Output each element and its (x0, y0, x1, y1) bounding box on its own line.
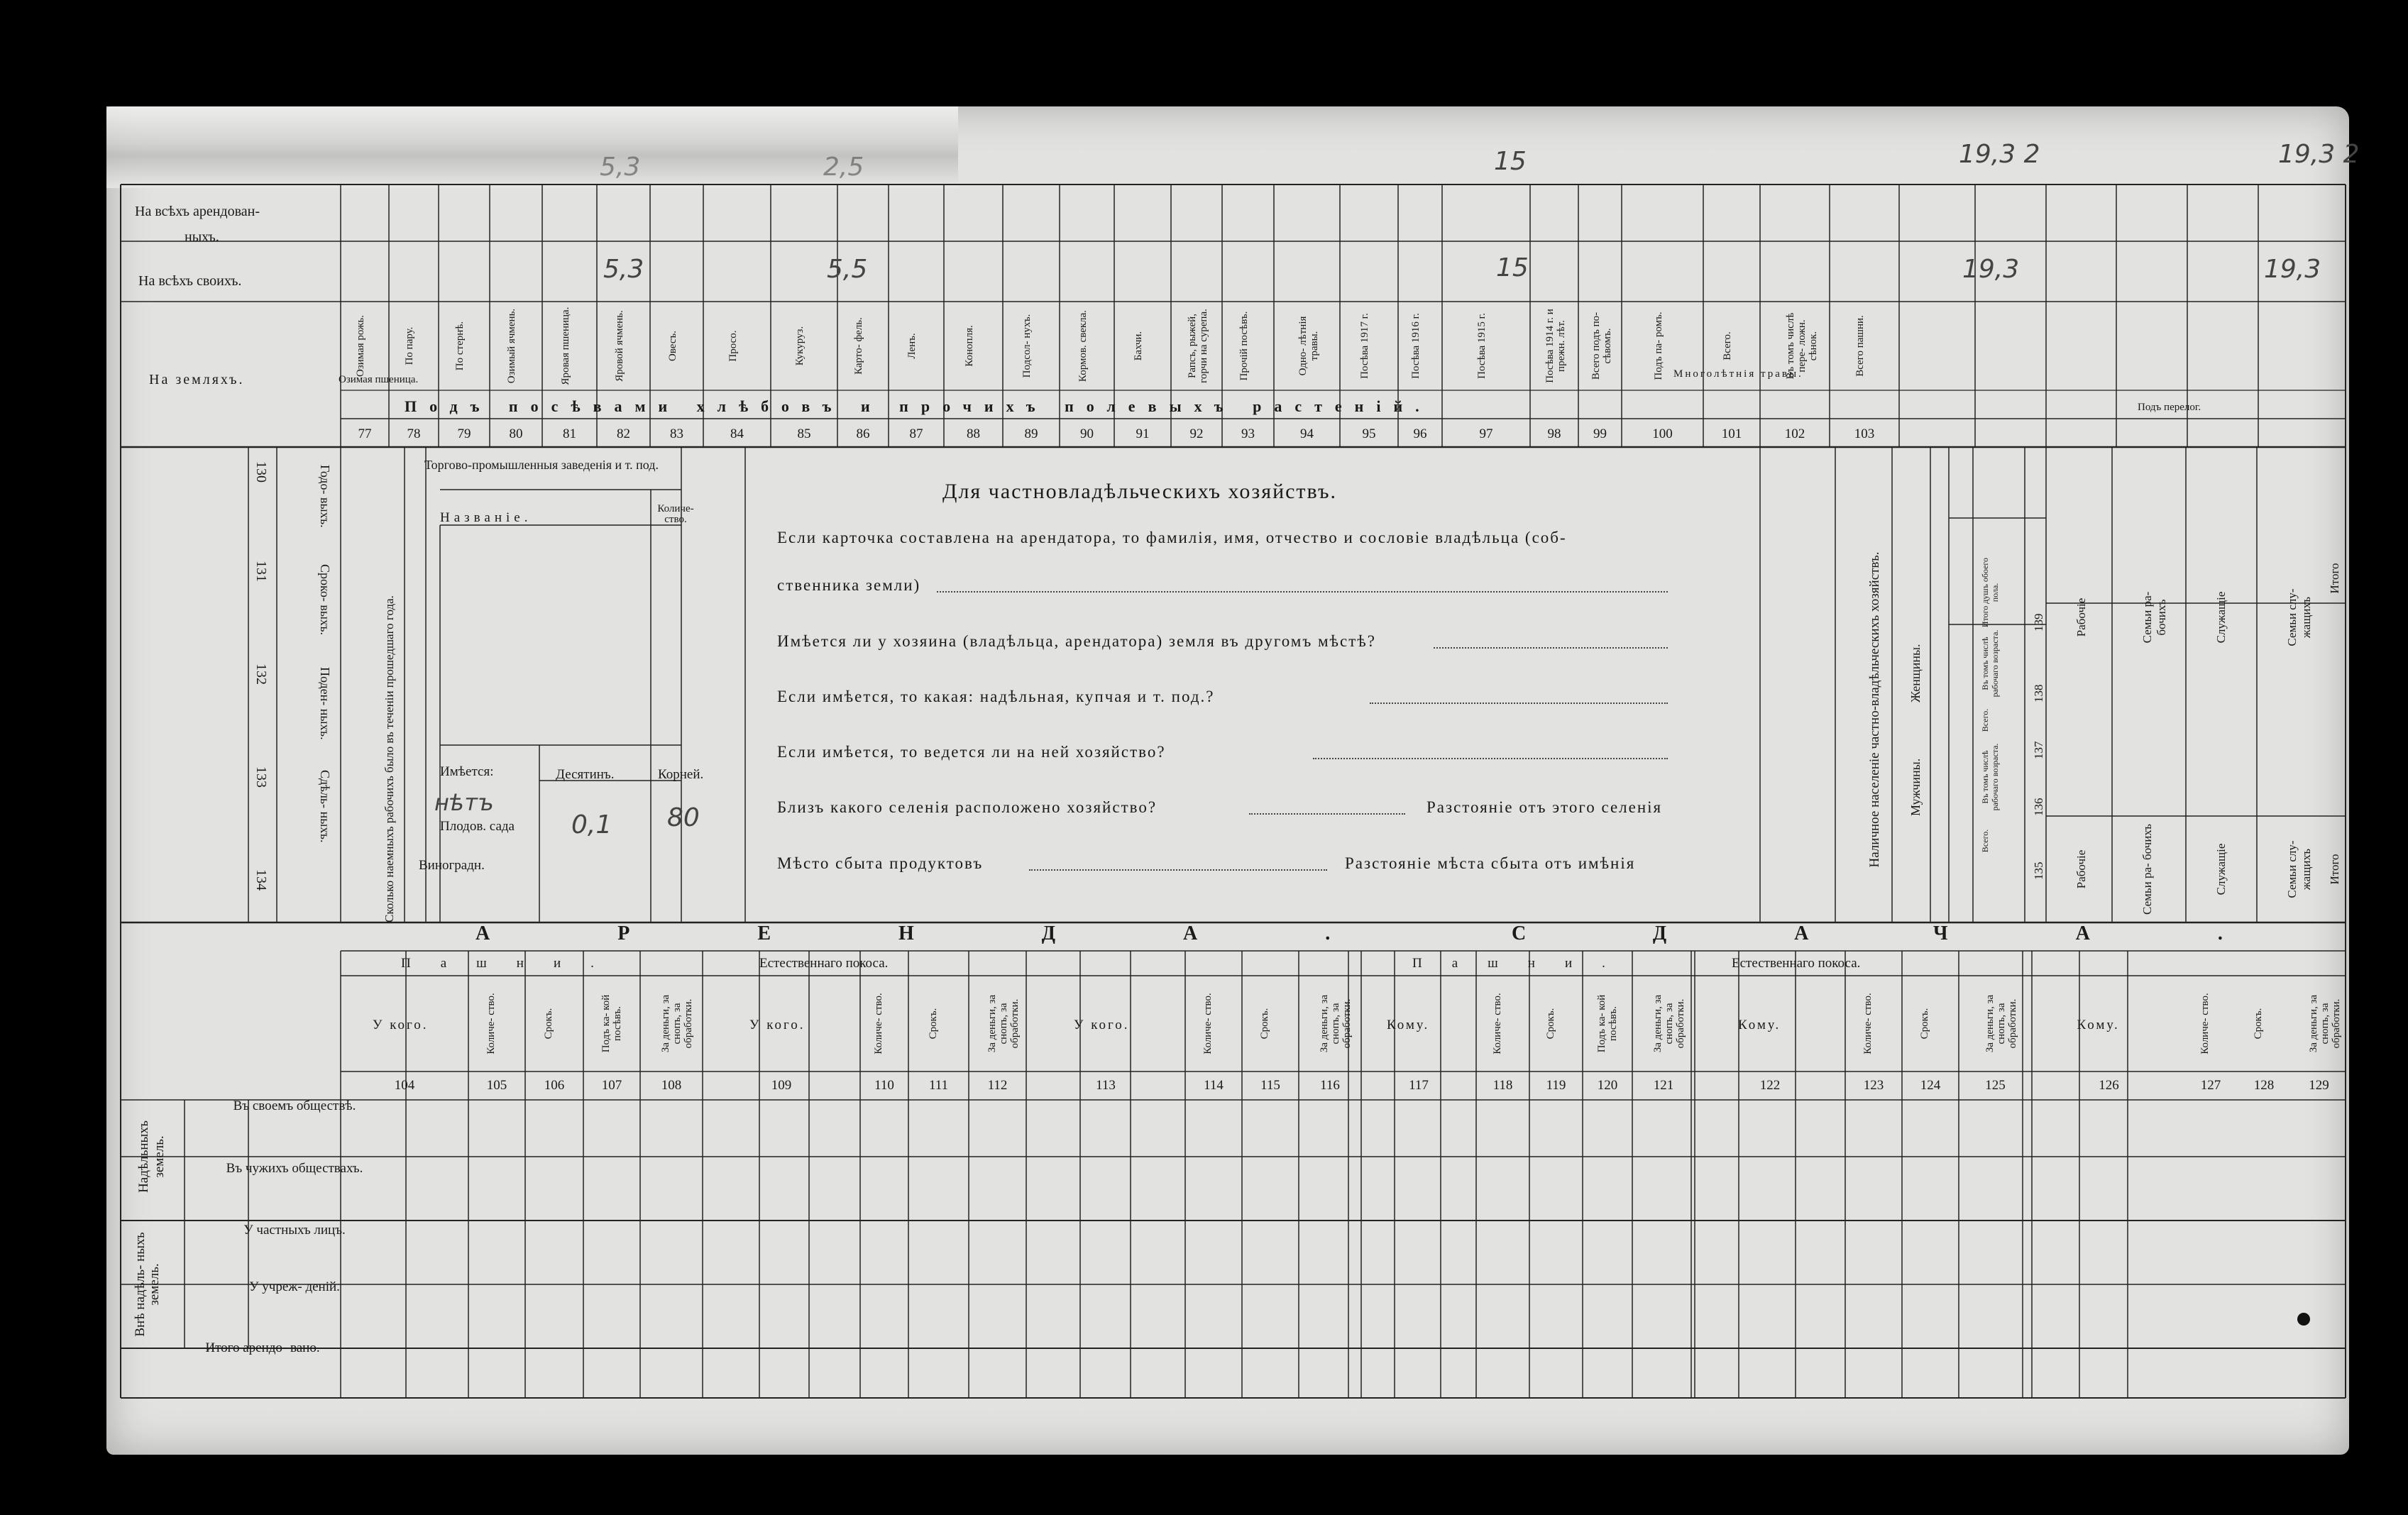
lease-label-117: Кому. (1387, 1018, 1430, 1032)
fill-line-village[interactable] (1249, 813, 1405, 815)
fill-line-farming[interactable] (1313, 758, 1668, 759)
vinograd-label: Виноградн. (419, 858, 485, 873)
row-label-own: На всѣхъ своихъ. (138, 273, 242, 289)
livestock-num-131: 131 (253, 561, 269, 582)
sdacha-pashni: Пашни. (1412, 956, 1635, 971)
col-num-97: 97 (1479, 426, 1493, 441)
lease-label-113: У кого. (1074, 1018, 1130, 1032)
col-label-91: Бахчи. (1133, 331, 1144, 361)
row-label-arend-2: ныхъ. (185, 229, 219, 245)
lease-label-118: Количе- ство. (1491, 993, 1503, 1054)
col-label-85: Кукуруз. (794, 326, 806, 366)
livestock-num-130: 130 (253, 461, 269, 483)
col-num-95: 95 (1362, 426, 1376, 441)
pop-num-137: 137 (2032, 741, 2045, 759)
lease-label-109: У кого. (749, 1018, 806, 1032)
col-num-93: 93 (1241, 426, 1255, 441)
hw-korney: 80 (667, 803, 700, 832)
pop-women-label: Женщины. (1908, 644, 1923, 703)
col-num-88: 88 (967, 426, 980, 441)
lease-label-105: Количе- ство. (485, 993, 497, 1054)
lease-num-124: 124 (1920, 1078, 1941, 1093)
col-label-81: Яровая пшеница. (559, 307, 571, 385)
col-label-88: Конопля. (963, 325, 975, 367)
hw-own-91: 15 (1496, 253, 1529, 282)
lease-num-104: 104 (394, 1078, 415, 1093)
col-num-91: 91 (1136, 426, 1150, 441)
col-label-92: Рапсъ, рыжей, горчи на сурепа. (1187, 309, 1209, 383)
private-line-2: ственника земли) (777, 576, 921, 594)
livestock-label-133: Сдѣль- ныхъ. (318, 770, 332, 843)
lease-label-129: За деньги, за снопъ, за обработки. (2307, 994, 2342, 1053)
private-line-6: Близъ какого селенія расположено хозяйство? (777, 798, 1158, 816)
private-line-4: Если имѣется, то какая: надѣльная, купчая и т. под.? (777, 688, 1215, 705)
col-num-81: 81 (563, 426, 576, 441)
hw-desyatin: 0,1 (571, 810, 612, 839)
staff-col-bot-0: Рабочіе (2074, 849, 2088, 889)
col-label-98: Посѣва 1914 г. и прежн. лѣт. (1544, 309, 1567, 383)
row-group-nadel: Надѣльныхъ земель. (136, 1120, 167, 1193)
col-num-87: 87 (909, 426, 923, 441)
korney-label: Корней. (658, 767, 704, 782)
col-label-95: Посѣва 1917 г. (1359, 313, 1370, 379)
private-line-1: Если карточка составлена на арендатора, то фамилія, имя, отчество и сословіе владѣльца (соб- (777, 529, 1567, 546)
staff-col-top-2: Служащіе (2214, 591, 2228, 644)
census-card-sheet (106, 106, 2360, 1455)
population-title: Наличное населеніе частно-владѣльческихъ хозяйствъ. (1867, 551, 1882, 868)
hw-own-79: 5,3 (603, 255, 644, 284)
col-label-86: Карто- фель. (853, 317, 864, 375)
pop-num-135: 135 (2032, 861, 2045, 880)
col-num-77: 77 (358, 426, 372, 441)
col-num-100: 100 (1652, 426, 1673, 441)
livestock-label-131: Сроко- выхъ. (318, 564, 332, 636)
hw-arend-79: 5,3 (600, 153, 641, 182)
col-num-79: 79 (457, 426, 471, 441)
livestock-label-132: Поден- ныхъ. (318, 667, 332, 740)
arenda-pokos: Естественнаго покоса. (759, 956, 889, 971)
lease-label-120: Подъ ка- кой посѣвъ. (1596, 994, 1619, 1053)
group-perelog-label: Подъ перелог. (2138, 402, 2201, 413)
lease-num-120: 120 (1597, 1078, 1618, 1093)
lease-num-111: 111 (928, 1078, 949, 1093)
col-label-99: Всего подъ по- сѣвомъ. (1590, 312, 1613, 380)
ink-dot (2297, 1313, 2310, 1326)
fill-line-owner[interactable] (937, 591, 1668, 593)
col-label-79: По стернѣ. (454, 321, 466, 371)
col-num-84: 84 (730, 426, 744, 441)
staff-col-top-3: Семьи слу- жащихъ (2285, 588, 2313, 646)
private-line-7: Разстояніе отъ этого селенія (1426, 798, 1663, 816)
row-label-arend-1: На всѣхъ арендован- (135, 204, 260, 219)
col-label-100: Подъ па- ромъ. (1652, 312, 1664, 380)
lease-num-106: 106 (544, 1078, 565, 1093)
col-label-94: Одно- лѣтнія травы. (1297, 316, 1320, 376)
col-num-92: 92 (1189, 426, 1204, 441)
livestock-num-133: 133 (253, 766, 269, 788)
pop-label-139: Итого душъ обоего пола. (1980, 557, 2000, 628)
lease-num-109: 109 (771, 1078, 792, 1093)
lease-label-110: Количе- ство. (873, 993, 884, 1054)
private-title: Для частновладѣльческихъ хозяйствъ. (942, 480, 1337, 503)
lease-num-118: 118 (1492, 1078, 1513, 1093)
col-num-83: 83 (670, 426, 683, 441)
fill-line-other-land[interactable] (1434, 647, 1668, 649)
col-num-90: 90 (1080, 426, 1094, 441)
livestock-num-134: 134 (253, 869, 269, 891)
lease-num-121: 121 (1653, 1078, 1674, 1093)
lease-label-125: За деньги, за снопъ, за обработки. (1984, 994, 2018, 1053)
col-label-93: Прочій посѣвъ. (1238, 311, 1250, 381)
lease-num-115: 115 (1260, 1078, 1280, 1093)
plodov-label: Плодов. сада (440, 819, 515, 834)
col-label-77: Озимая рожь. (355, 314, 366, 378)
col-num-82: 82 (617, 426, 630, 441)
hw-sad-word: нѣтъ (434, 789, 494, 816)
row-svoem: Въ своемъ обществѣ. (233, 1098, 356, 1113)
col-num-102: 102 (1784, 426, 1805, 441)
lease-num-126: 126 (2099, 1078, 2119, 1093)
lease-num-123: 123 (1863, 1078, 1884, 1093)
col-label-87: Ленъ. (906, 333, 918, 359)
staff-col-bot-2: Служащіе (2214, 843, 2228, 896)
col-num-96: 96 (1413, 426, 1427, 441)
livestock-num-132: 132 (253, 663, 269, 685)
col-label-83: Овесъ. (666, 330, 678, 362)
staff-col-bot-3: Семьи слу- жащихъ (2285, 840, 2313, 898)
row-uchrezhd: У учреж- деній. (249, 1279, 340, 1294)
col-num-78: 78 (407, 426, 421, 441)
row-label-lands: На земляхъ. (149, 372, 245, 387)
lease-label-115: Срокъ. (1259, 1008, 1270, 1040)
lease-num-122: 122 (1759, 1078, 1781, 1093)
hw-own-82: 5,5 (827, 255, 868, 284)
col-label-96: Посѣва 1916 г. (1410, 313, 1422, 379)
hw-arend-91: 15 (1494, 147, 1527, 176)
workers-title: Сколько наемныхъ рабочихъ было въ теченіи прошедшаго года. (383, 595, 396, 922)
arenda-pashni: Пашни. (401, 956, 624, 971)
private-line-9: Разстояніе мѣста сбыта отъ имѣнія (1345, 854, 1636, 872)
pop-men-label: Мужчины. (1908, 758, 1923, 816)
lease-label-111: Срокъ. (927, 1008, 939, 1040)
lease-num-129: 129 (2309, 1078, 2329, 1093)
row-group-vne-nadel: Внѣ надѣль- ныхъ земель. (133, 1232, 162, 1337)
col-label-97: Посѣва 1915 г. (1476, 313, 1488, 379)
pop-num-136: 136 (2032, 798, 2045, 816)
col-num-103: 103 (1854, 426, 1875, 441)
private-line-5: Если имѣется, то ведется ли на ней хозяйство? (777, 743, 1166, 761)
lease-label-112: За деньги, за снопъ, за обработки. (986, 994, 1021, 1053)
staff-col-top-0: Рабочіе (2074, 597, 2088, 637)
lease-num-112: 112 (987, 1078, 1008, 1093)
col-label-102: Въ томъ числѣ пере- ложн. сѣнок. (1785, 312, 1819, 380)
col-label-103: Всего пашни. (1854, 315, 1866, 377)
lease-num-116: 116 (1320, 1078, 1340, 1093)
lease-num-119: 119 (1546, 1078, 1566, 1093)
group-mnogoletnie-label: Многолѣтнія травы. (1673, 368, 1803, 380)
col-num-89: 89 (1024, 426, 1038, 441)
lease-num-107: 107 (601, 1078, 622, 1093)
staff-col-bot-1: Семьи ра- бочихъ (2140, 824, 2154, 915)
pop-label-136: Въ томъ числѣ рабочаго возраста. (1980, 743, 2000, 811)
lease-label-108: За деньги, за снопъ, за обработки. (660, 994, 694, 1053)
hw-own-99: 19,3 (1962, 255, 2020, 284)
hw-arend-103: 19,3 2 (2278, 140, 2360, 169)
lease-label-123: Количе- ство. (1862, 993, 1874, 1054)
desyatin-label: Десятинъ. (556, 767, 615, 782)
col-label-78: По пару. (404, 326, 415, 365)
group-ozimaya-label: Озимая пшеница. (339, 374, 419, 385)
lease-label-127: Количе- ство. (2199, 993, 2211, 1054)
lease-num-110: 110 (874, 1078, 894, 1093)
has-label: Имѣется: (440, 764, 494, 779)
lease-num-105: 105 (486, 1078, 507, 1093)
staff-col-bot-4: Итого (2328, 854, 2341, 885)
lease-label-124: Срокъ. (1919, 1008, 1930, 1040)
lease-num-128: 128 (2253, 1078, 2275, 1093)
fill-line-market[interactable] (1029, 869, 1327, 871)
crops-band-label: Подъ посѣвами хлѣбовъ и прочихъ полевыхъ растеній. (405, 397, 1432, 415)
lease-num-113: 113 (1096, 1078, 1116, 1093)
col-num-86: 86 (856, 426, 870, 441)
lease-num-127: 127 (2200, 1078, 2221, 1093)
col-label-82: Яровой ячмень. (613, 310, 625, 382)
staff-col-top-1: Семьи ра- бочихъ (2140, 591, 2168, 644)
sdacha-title: СДАЧА. (1512, 922, 2351, 944)
lease-label-122: Кому. (1738, 1018, 1781, 1032)
pop-label-135: Всего. (1980, 829, 1990, 853)
lease-label-116: За деньги, за снопъ, за обработки. (1319, 994, 1353, 1053)
lease-label-106: Срокъ. (543, 1008, 554, 1040)
col-label-84: Просо. (727, 330, 739, 362)
staff-col-top-4: Итого (2328, 563, 2341, 594)
row-total: Итого арендо- вано. (205, 1340, 320, 1355)
trade-name-col: Названіе. (440, 510, 532, 525)
livestock-label-130: Годо- выхъ. (318, 465, 332, 528)
lease-label-114: Количе- ство. (1202, 993, 1214, 1054)
lease-label-104: У кого. (373, 1018, 429, 1032)
lease-label-119: Срокъ. (1544, 1008, 1556, 1040)
col-num-98: 98 (1547, 426, 1561, 441)
col-num-85: 85 (797, 426, 811, 441)
row-chuzhih: Въ чужихъ обществахъ. (226, 1161, 363, 1176)
arenda-title: АРЕНДА. (475, 922, 1458, 944)
col-label-90: Кормов. свекла. (1077, 309, 1089, 382)
lease-label-121: За деньги, за снопъ, за обработки. (1652, 994, 1686, 1053)
private-line-8: Мѣсто сбыта продуктовъ (777, 854, 984, 872)
lease-num-125: 125 (1985, 1078, 2006, 1093)
col-num-94: 94 (1300, 426, 1314, 441)
lease-label-126: Кому. (2077, 1018, 2120, 1032)
col-num-80: 80 (509, 426, 523, 441)
hw-arend-82: 2,5 (823, 153, 864, 182)
col-label-80: Озимый ячмень. (506, 308, 517, 384)
table-grid-lines (106, 106, 2360, 1455)
lease-num-114: 114 (1204, 1078, 1224, 1093)
lease-label-128: Срокъ. (2253, 1008, 2264, 1040)
col-num-99: 99 (1593, 426, 1607, 441)
trade-header: Торгово-промышленныя заведенія и т. под. (424, 458, 659, 472)
col-label-101: Всего. (1722, 331, 1733, 360)
col-label-89: Подсол- нухъ. (1021, 314, 1033, 378)
fill-line-land-type[interactable] (1370, 703, 1668, 704)
sdacha-pokos: Естественнаго покоса. (1732, 956, 1861, 971)
lease-label-107: Подъ ка- кой посѣвъ. (600, 994, 623, 1053)
col-num-101: 101 (1721, 426, 1742, 441)
pop-num-138: 138 (2032, 684, 2045, 703)
row-chastnyh: У частныхъ лицъ. (243, 1223, 346, 1238)
pop-label-138: Въ томъ числѣ рабочаго возраста. (1980, 629, 2000, 698)
pop-num-139: 139 (2032, 613, 2045, 632)
hw-own-103: 19,3 (2264, 255, 2321, 284)
pop-label-137: Всего. (1980, 708, 1990, 732)
lease-num-117: 117 (1409, 1078, 1429, 1093)
private-line-3: Имѣется ли у хозяина (владѣльца, арендатора) земля въ другомъ мѣстѣ? (777, 632, 1376, 650)
hw-arend-99: 19,3 2 (1959, 140, 2040, 169)
lease-num-108: 108 (661, 1078, 682, 1093)
trade-qty-col: Количе- ство. (657, 503, 694, 525)
